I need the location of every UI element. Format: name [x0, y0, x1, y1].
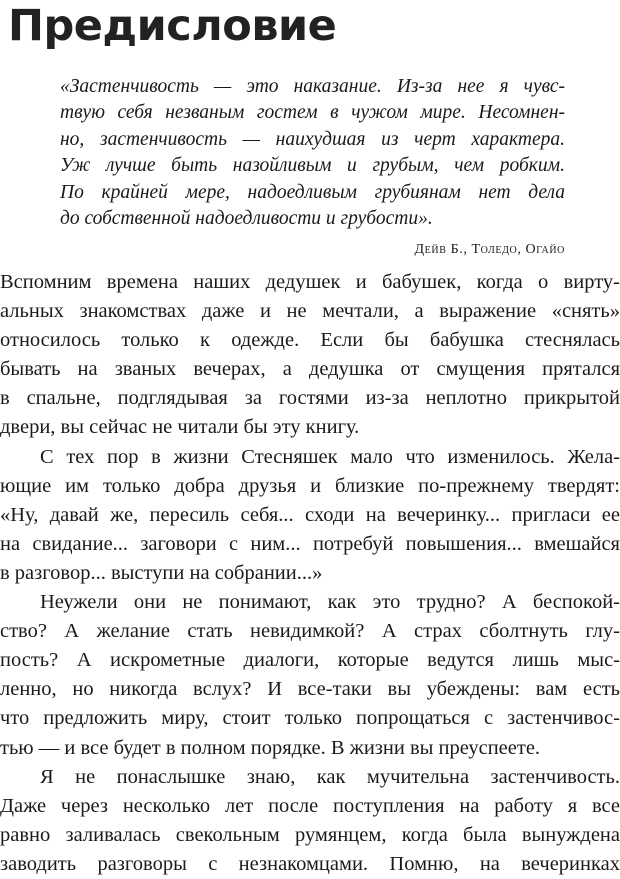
body-line: Я не понаслышке знаю, как мучительна застенчивость. — [40, 765, 620, 788]
body-line: равно заливалась свекольным румянцем, когда была вынуждена — [0, 823, 620, 846]
body-line: что предложить миру, стоит только попрощаться с застенчивос- — [0, 707, 620, 730]
body-line: тью — и все будет в полном порядке. В жизни вы преуспеете. — [0, 736, 541, 759]
body-line: ленно, но никогда вслух? И все-таки вы убеждены: вам есть — [0, 678, 620, 701]
body-line: относилось только к одежде. Если бы бабушка стеснялась — [0, 329, 620, 352]
body-line: Вспомним времена наших дедушек и бабушек, когда о вирту- — [0, 271, 620, 293]
body-line: ство? А желание стать невидимкой? А страх сболтнуть глу- — [0, 620, 620, 643]
body-line: альных знакомствах даже и не мечтали, а выражение «снять» — [0, 300, 620, 323]
body-line: С тех пор в жизни Стесняшек мало что изменилось. Жела- — [40, 445, 620, 468]
body-line: на свидание... заговори с ним... потребуй повышения... вмешайся — [0, 532, 620, 555]
page-title: Предисловие — [8, 1, 337, 51]
body-line: Неужели они не понимают, как это трудно? А беспокой- — [40, 591, 620, 614]
epigraph-attribution: Дейв Б., Толедо, Огайо — [414, 242, 565, 258]
body-line: пость? А искрометные диалоги, которые ведутся лишь мыс- — [0, 649, 620, 672]
body-line: в разговор... выступи на собрании...» — [0, 561, 323, 584]
body-line: «Ну, давай же, пересиль себя... сходи на вечеринку... пригласи ее — [0, 503, 620, 526]
epigraph-line: до собственной надоедливости и грубости». — [60, 207, 433, 229]
body-line: в спальне, подглядывая за гостями из-за неплотно прикрытой — [0, 387, 620, 410]
body-line: ющие им только добра друзья и близкие по-прежнему твердят: — [0, 474, 620, 497]
body-line: двери, вы сейчас не читали бы эту книгу. — [0, 416, 360, 439]
body-line: бывать на званых вечерах, а дедушка от смущения прятался — [0, 358, 620, 381]
epigraph-line: но, застенчивость — наихудшая из черт характера. — [60, 128, 565, 150]
epigraph-line: По крайней мере, надоедливым грубиянам нет дела — [60, 181, 565, 203]
body-line: заводить разговоры с незнакомцами. Помню, на вечеринках — [0, 852, 620, 875]
epigraph-line: Уж лучше быть назойливым и грубым, чем робким. — [60, 155, 565, 177]
epigraph-line: твую себя незваным гостем в чужом мире. Несомнен- — [60, 102, 565, 124]
body-line: Даже через несколько лет после поступления на работу я все — [0, 794, 620, 817]
body-text — [0, 268, 620, 879]
epigraph — [60, 74, 565, 258]
epigraph-line: «Застенчивость — это наказание. Из-за нее я чувс- — [60, 76, 565, 97]
